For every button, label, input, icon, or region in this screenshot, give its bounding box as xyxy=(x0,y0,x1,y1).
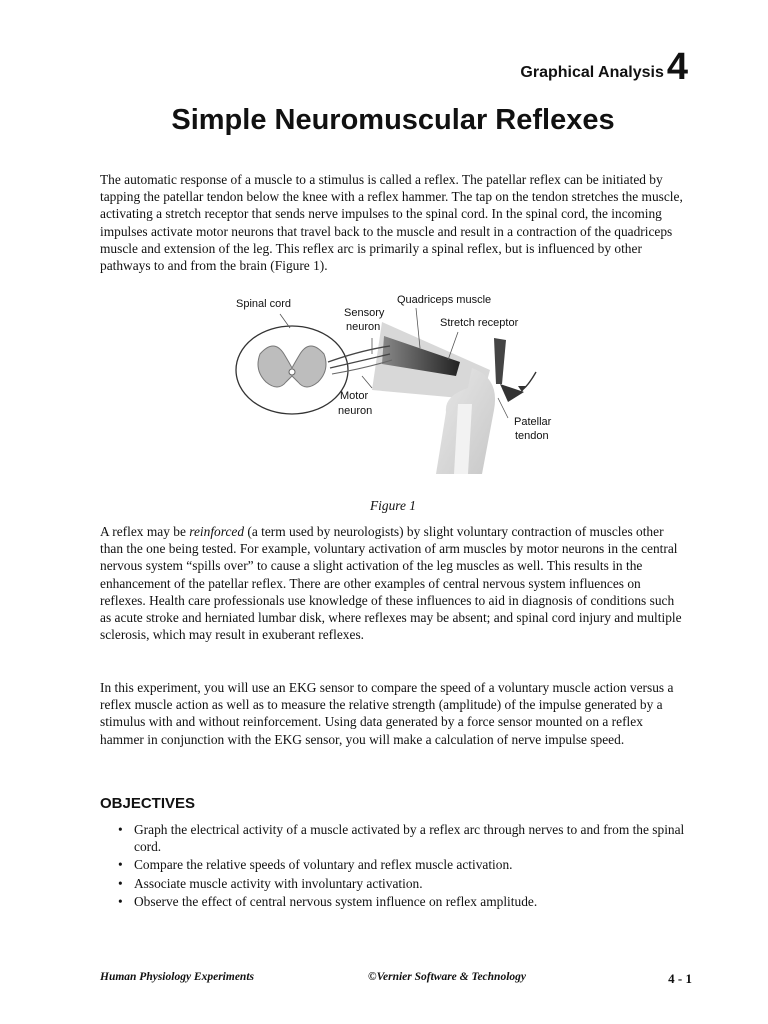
page-title: Simple Neuromuscular Reflexes xyxy=(171,104,615,136)
label-sensory-neuron: neuron xyxy=(346,321,381,333)
reinforcement-paragraph xyxy=(100,523,686,643)
objectives-heading: OBJECTIVES xyxy=(100,795,196,812)
page-footer xyxy=(100,971,692,989)
label-quadriceps: Quadriceps muscle xyxy=(397,294,492,306)
p2-text-after: (a term used by neurologists) by slight voluntary contraction of muscles other than the one being tested. For example, voluntary activation of arm muscles by motor neurons in the central nervous system “spills over” to cause a slight activation of the leg muscles as well. This results in the enhancement of the patellar reflex. There are other examples of central nervous system influences on reflexes. Health care professionals use knowledge of these influences to aid in diagnosis of conditions such as acute stroke and herniated lumbar disk, where reflexes may be absent; and spinal cord injury and multiple sclerosis, which may result in exuberant reflexes. xyxy=(100,524,682,643)
label-patellar: Patellar xyxy=(514,416,552,428)
label-motor-neuron: neuron xyxy=(338,405,373,417)
label-spinal-cord: Spinal cord xyxy=(236,298,292,310)
p2-text-before: A reflex may be xyxy=(100,524,190,539)
header-label: Graphical Analysis xyxy=(520,64,664,81)
footer-book-title: Human Physiology Experiments xyxy=(100,971,254,983)
chapter-number: 4 xyxy=(666,46,688,88)
experiment-paragraph: In this experiment, you will use an EKG sensor to compare the speed of a voluntary muscle action versus a reflex muscle action as well as to measure the relative strength (amplitude) of the impulse generated by a stimulus with and without reinforcement. Using data generated by a force sensor mounted on a reflex hammer in conjunction with the EKG sensor, you will make a calculation of nerve impulse speed. xyxy=(100,680,674,747)
objectives-list xyxy=(100,821,690,911)
objective-item xyxy=(100,856,690,873)
bullet-icon: • xyxy=(118,822,123,837)
label-sensory: Sensory xyxy=(344,307,385,319)
label-patellar-tendon: tendon xyxy=(515,430,549,442)
footer-page-number: 4 - 1 xyxy=(668,971,692,986)
objective-item xyxy=(100,893,690,910)
objective-item xyxy=(100,821,690,855)
label-stretch-receptor: Stretch receptor xyxy=(440,317,519,329)
figure-caption: Figure 1 xyxy=(370,498,416,513)
reflex-hammer xyxy=(494,338,506,384)
objective-text: Observe the effect of central nervous system influence on reflex amplitude. xyxy=(134,893,538,909)
objective-text: Associate muscle activity with involuntary activation. xyxy=(134,875,423,891)
label-motor: Motor xyxy=(340,390,369,402)
objective-item xyxy=(100,875,690,892)
chapter-header xyxy=(520,48,688,86)
bullet-icon: • xyxy=(118,893,123,909)
objective-text: Graph the electrical activity of a muscle activated by a reflex arc through nerves to and from the spinal cord. xyxy=(134,822,685,855)
bullet-icon: • xyxy=(118,875,123,891)
bullet-icon: • xyxy=(118,857,123,873)
objective-text: Compare the relative speeds of voluntary and reflex muscle activation. xyxy=(134,857,513,873)
reflex-arc-figure xyxy=(232,292,562,482)
footer-copyright: ©Vernier Software & Technology xyxy=(368,971,526,983)
p2-emphasis: reinforced xyxy=(189,524,245,539)
intro-paragraph: The automatic response of a muscle to a stimulus is called a reflex. The patellar reflex can be initiated by tapping the patellar tendon below the knee with a reflex hammer. The tap on the tendon stretches the muscle, activating a stretch receptor that sends nerve impulses to the spinal cord. In the spinal cord, the incoming impulses activate motor neurons that travel back to the muscle and result in a contraction of the quadriceps muscle and extension of the leg. This reflex arc is primarily a spinal reflex, but is influenced by other pathways to and from the brain (Figure 1). xyxy=(100,172,683,274)
